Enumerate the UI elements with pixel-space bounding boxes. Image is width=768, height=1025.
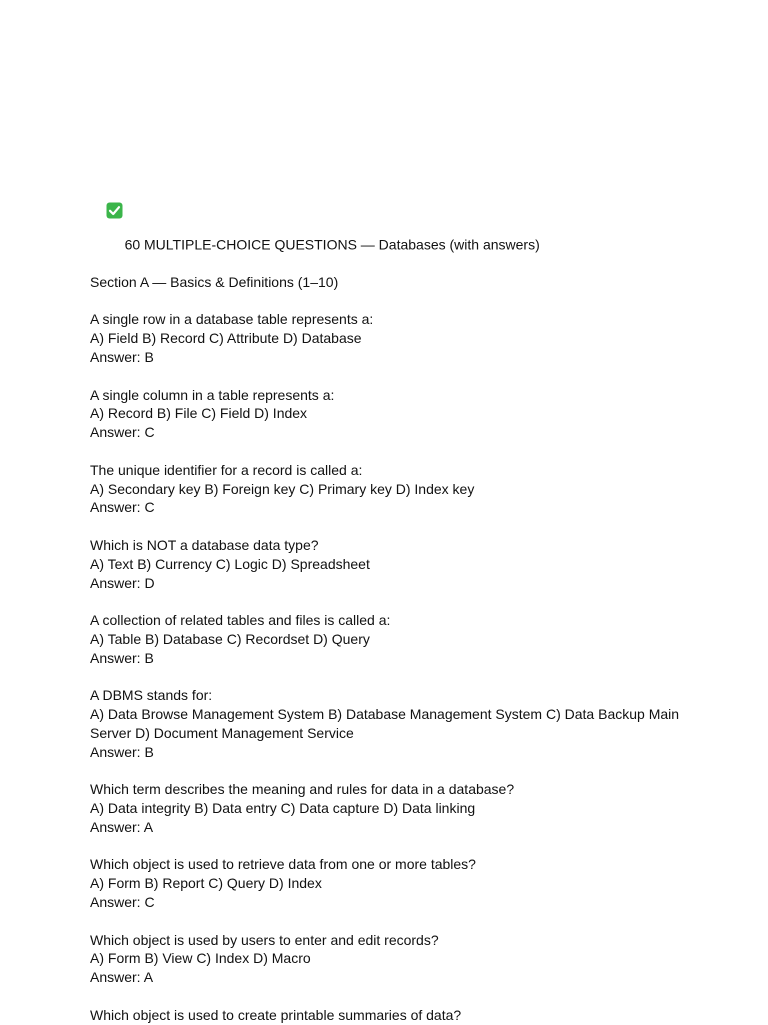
question-options: A) Form B) View C) Index D) Macro	[90, 950, 311, 967]
spacer	[90, 442, 690, 461]
question-answer: Answer: D	[90, 574, 155, 591]
question-answer: Answer: B	[90, 348, 154, 365]
question-item	[90, 611, 690, 667]
question-answer: Answer: A	[90, 969, 154, 986]
title-text: 60 MULTIPLE-CHOICE QUESTIONS — Databases (with answers)	[124, 236, 540, 253]
question-options: A) Record B) File C) Field D) Index	[90, 405, 308, 422]
question-item	[90, 386, 690, 442]
question-answer: Answer: B	[90, 649, 154, 666]
question-options: A) Data integrity B) Data entry C) Data capture D) Data linking	[90, 800, 476, 817]
document-title	[90, 146, 690, 273]
question-text: A DBMS stands for:	[90, 687, 213, 704]
question-text: The unique identifier for a record is called a:	[90, 461, 363, 478]
question-options: A) Secondary key B) Foreign key C) Primary key D) Index key	[90, 480, 475, 497]
spacer	[90, 837, 690, 856]
question-item	[90, 536, 690, 592]
section-heading: Section A — Basics & Definitions (1–10)	[90, 273, 339, 290]
question-text: A single row in a database table represents a:	[90, 311, 374, 328]
question-item	[90, 931, 690, 987]
question-item	[90, 780, 690, 836]
spacer	[90, 367, 690, 386]
spacer	[90, 668, 690, 687]
spacer	[90, 592, 690, 611]
question-answer: Answer: C	[90, 894, 155, 911]
question-answer: Answer: C	[90, 424, 155, 441]
question-options: A) Table B) Database C) Recordset D) Query	[90, 630, 370, 647]
spacer	[90, 292, 690, 311]
spacer	[90, 517, 690, 536]
question-list	[90, 310, 690, 1024]
question-options: A) Field B) Record C) Attribute D) Database	[90, 330, 362, 347]
document-page	[90, 146, 690, 1025]
question-options: A) Data Browse Management System B) Database Management System C) Data Backup Main Server D) Document Management Service	[90, 706, 683, 741]
spacer	[90, 987, 690, 1006]
question-text: Which object is used to create printable summaries of data?	[90, 1006, 462, 1023]
check-mark-button-icon	[106, 165, 123, 182]
question-item	[90, 686, 690, 761]
question-text: Which term describes the meaning and rules for data in a database?	[90, 781, 515, 798]
question-text: Which object is used to retrieve data from one or more tables?	[90, 856, 476, 873]
question-answer: Answer: B	[90, 743, 154, 760]
question-text: A single column in a table represents a:	[90, 386, 335, 403]
question-item	[90, 461, 690, 517]
question-text: Which is NOT a database data type?	[90, 536, 319, 553]
question-text: A collection of related tables and files is called a:	[90, 612, 391, 629]
spacer	[90, 762, 690, 781]
question-answer: Answer: A	[90, 818, 154, 835]
question-text: Which object is used by users to enter and edit records?	[90, 931, 439, 948]
question-item	[90, 855, 690, 911]
question-item	[90, 310, 690, 366]
question-options: A) Text B) Currency C) Logic D) Spreadsheet	[90, 555, 370, 572]
question-answer: Answer: C	[90, 499, 155, 516]
spacer	[90, 912, 690, 931]
question-item	[90, 1006, 690, 1025]
question-options: A) Form B) Report C) Query D) Index	[90, 875, 322, 892]
